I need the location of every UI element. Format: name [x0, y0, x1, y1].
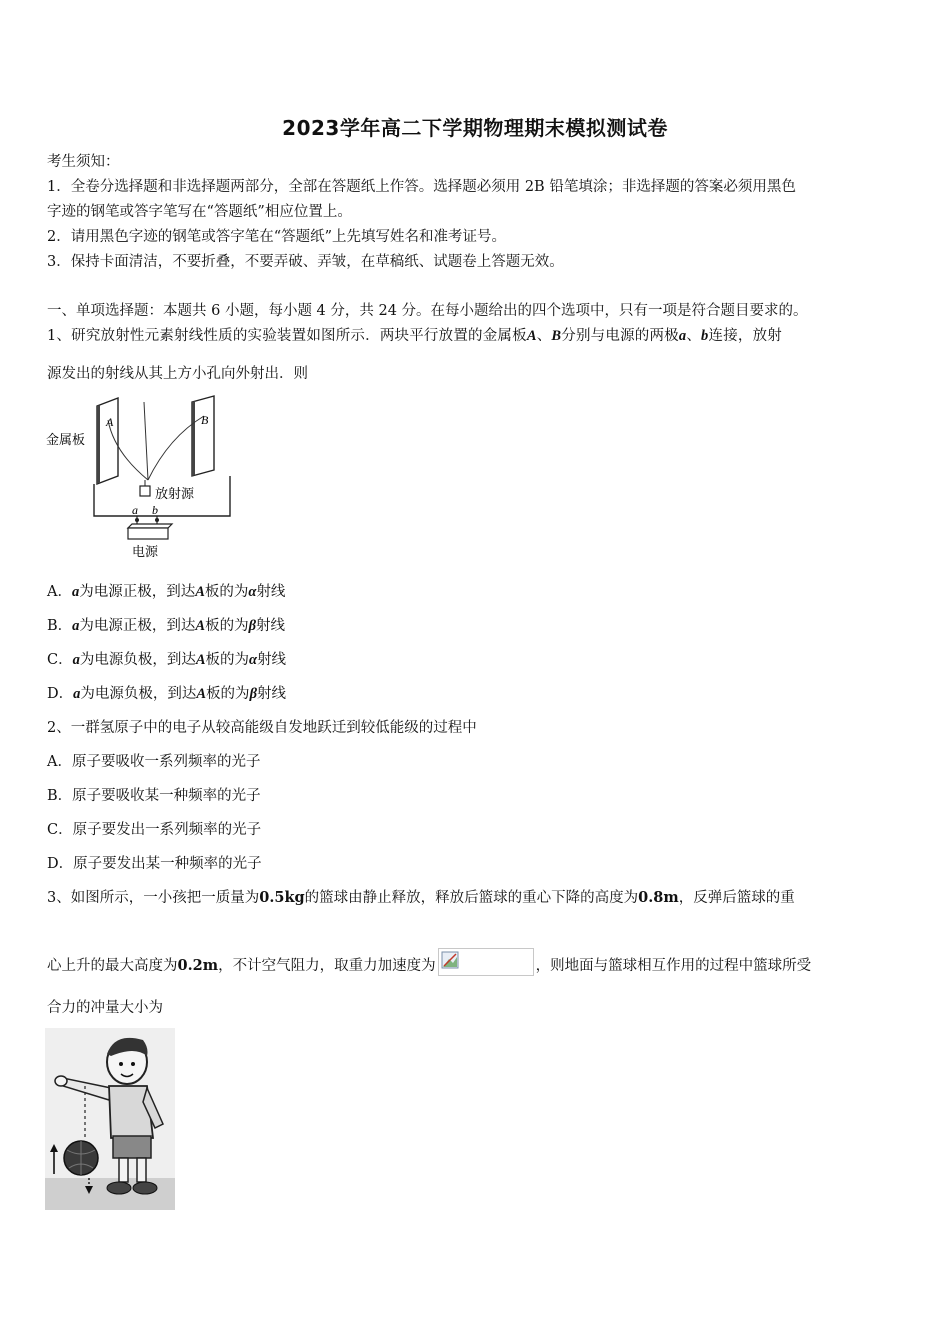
q1-sep: 、	[686, 328, 702, 344]
plate-b-shape	[192, 396, 214, 476]
source-box	[140, 486, 150, 496]
q3-mass: 0.5kg	[259, 889, 305, 906]
option-text: 为电源负极，到达	[79, 652, 196, 668]
option-text: 为电源正极，到达	[79, 618, 196, 634]
q3-stem-line1	[47, 888, 795, 908]
q3-text: ，则地面与篮球相互作用的过程中篮球所受	[535, 958, 812, 974]
label-power: 电源	[132, 545, 159, 560]
q1-sep: 、	[536, 328, 552, 344]
q3-text: ，反弹后篮球的重	[678, 890, 795, 906]
notice-item-1-cont: 字迹的钢笔或答字笔写在“答题纸”相应位置上。	[47, 204, 352, 220]
notice-item-1: 1．全卷分选择题和非选择题两部分，全部在答题纸上作答。选择题必须用 2B 铅笔填涂；非选择题的答案必须用黑色	[47, 179, 796, 195]
label-plate: 金属板	[46, 433, 86, 448]
child-eye-right	[131, 1062, 135, 1066]
terminal-a	[135, 518, 139, 522]
option-text: 射线	[257, 686, 286, 702]
option-var-a: a	[72, 652, 80, 668]
q3-stem-line2	[47, 948, 811, 976]
child-shorts	[113, 1136, 151, 1158]
option-var-a: a	[73, 686, 81, 702]
broken-image-icon	[438, 948, 534, 976]
q3-stem-line3: 合力的冲量大小为	[47, 1000, 163, 1016]
notice-item-3: 3．保持卡面清洁，不要折叠，不要弄破、弄皱，在草稿纸、试题卷上答题无效。	[47, 254, 564, 270]
child-shoe-right	[133, 1182, 157, 1194]
option-var-a: a	[71, 584, 80, 600]
q1-var-B: B	[551, 328, 562, 344]
q1-option-c	[47, 650, 286, 670]
option-var-a: a	[72, 618, 80, 634]
notice-heading: 考生须知：	[47, 154, 120, 170]
option-text: 射线	[256, 584, 286, 600]
power-box	[128, 528, 168, 539]
option-key: A．	[47, 584, 72, 600]
option-var-plate: A	[196, 686, 207, 702]
q1-var-a: a	[678, 328, 687, 344]
option-var-plate: A	[195, 584, 205, 600]
q1-var-b: b	[701, 328, 709, 344]
q1-option-a	[47, 582, 285, 602]
child-shoe-left	[107, 1182, 131, 1194]
q3-text: ，不计空气阻力，取重力加速度为	[218, 958, 436, 974]
child-eye-left	[119, 1062, 123, 1066]
q1-option-b	[47, 616, 285, 636]
q1-text: 分别与电源的两极	[561, 328, 679, 344]
option-key: C．	[47, 652, 73, 668]
option-ray: α	[248, 584, 257, 600]
child-leg-left	[119, 1158, 128, 1182]
page-title: 2023学年高二下学期物理期末模拟测试卷	[282, 116, 668, 140]
child-hand	[55, 1076, 67, 1086]
ray-straight	[144, 402, 148, 480]
section-heading: 一、单项选择题：本题共 6 小题，每小题 4 分，共 24 分。在每小题给出的四个选项中，只有一项是符合题目要求的。	[47, 303, 808, 319]
option-text: 板的为	[205, 618, 249, 634]
label-B: B	[201, 413, 209, 427]
notice-item-2: 2．请用黑色字迹的钢笔或答字笔在“答题纸”上先填写姓名和准考证号。	[47, 229, 507, 245]
q3-height-1: 0.8m	[638, 889, 679, 906]
option-var-plate: A	[195, 618, 206, 634]
option-text: 射线	[256, 618, 286, 634]
plate-b-edge	[192, 401, 195, 476]
option-var-plate: A	[195, 652, 206, 668]
option-text: 板的为	[205, 652, 250, 668]
option-text: 板的为	[206, 686, 250, 702]
child-leg-right	[137, 1158, 146, 1182]
child-basketball-figure	[45, 1028, 175, 1210]
q1-stem-line1	[47, 326, 782, 346]
option-key: B．	[47, 618, 73, 634]
ground	[45, 1178, 175, 1210]
option-text: 射线	[257, 652, 287, 668]
q1-stem-line2: 源发出的射线从其上方小孔向外射出．则	[47, 366, 308, 382]
q3-text: 的篮球由静止释放，释放后篮球的重心下降的高度为	[304, 890, 639, 906]
option-ray: β	[248, 618, 257, 634]
option-key: D．	[47, 686, 74, 702]
option-ray: β	[249, 686, 257, 702]
option-ray: α	[249, 652, 258, 668]
label-b: b	[152, 503, 158, 517]
plate-a-edge	[97, 405, 100, 484]
q1-text: 连接，放射	[708, 328, 782, 344]
label-a: a	[132, 503, 138, 517]
label-A: A	[106, 415, 114, 429]
q3-text: 3、如图所示，一小孩把一质量为	[47, 890, 260, 906]
q1-var-A: A	[526, 328, 537, 344]
q2-option-c: C．原子要发出一系列频率的光子	[47, 822, 262, 838]
q2-option-d: D．原子要发出某一种频率的光子	[47, 856, 262, 872]
option-text: 为电源正极，到达	[79, 584, 196, 600]
q3-text: 心上升的最大高度为	[47, 958, 178, 974]
q1-text: 1、研究放射性元素射线性质的实验装置如图所示．两块平行放置的金属板	[47, 328, 527, 344]
option-text: 板的为	[204, 584, 249, 600]
q2-option-b: B．原子要吸收某一种频率的光子	[47, 788, 261, 804]
label-source: 放射源	[155, 487, 195, 502]
q3-height-2: 0.2m	[177, 957, 219, 974]
q2-option-a: A．原子要吸收一系列频率的光子	[47, 754, 261, 770]
q2-stem: 2、一群氢原子中的电子从较高能级自发地跃迁到较低能级的过程中	[47, 720, 477, 736]
terminal-b	[155, 518, 159, 522]
q1-option-d	[47, 684, 286, 704]
option-text: 为电源负极，到达	[80, 686, 197, 702]
radiation-apparatus-figure	[44, 392, 234, 562]
